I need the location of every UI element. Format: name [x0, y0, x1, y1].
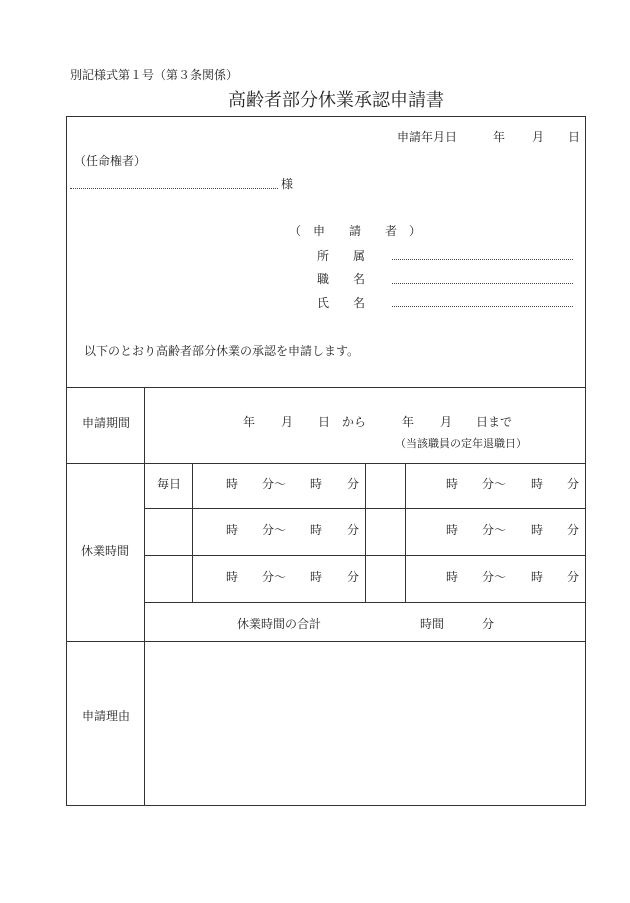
r2-left-hour-from: 時 — [226, 523, 239, 537]
leave-col-divider-2 — [365, 463, 366, 602]
application-day: 日 — [568, 130, 581, 144]
period-label: 申請期間 — [82, 416, 131, 430]
label-column-divider — [144, 387, 145, 806]
r2-right-hour-from: 時 — [446, 523, 459, 537]
r1-right-hour-to: 時 — [531, 477, 544, 491]
r1-left-hour-from: 時 — [226, 477, 239, 491]
daily-label: 毎日 — [157, 477, 182, 491]
r1-left-minute-to: 分 — [347, 477, 360, 491]
r2-left-minute-from: 分～ — [262, 523, 287, 537]
r1-right-minute-to: 分 — [567, 477, 580, 491]
affiliation-field[interactable] — [392, 259, 573, 260]
total-leave-time-label: 休業時間の合計 — [237, 617, 322, 631]
r2-right-minute-to: 分 — [567, 523, 580, 537]
period-from-day: 日 — [318, 415, 331, 429]
leave-col-divider-3 — [405, 463, 406, 602]
r2-left-hour-to: 時 — [310, 523, 323, 537]
period-from-year: 年 — [243, 415, 256, 429]
affiliation-label: 所 属 — [317, 249, 366, 263]
r3-left-hour-from: 時 — [226, 570, 239, 584]
r1-left-minute-from: 分～ — [262, 477, 287, 491]
leave-col-divider-1 — [192, 463, 193, 602]
period-from-suffix: から — [342, 415, 367, 429]
r3-left-hour-to: 時 — [310, 570, 323, 584]
r2-left-minute-to: 分 — [347, 523, 360, 537]
period-note: （当該職員の定年退職日） — [395, 437, 527, 450]
period-to-month: 月 — [440, 415, 453, 429]
reason-label: 申請理由 — [82, 709, 131, 723]
period-from-month: 月 — [281, 415, 294, 429]
applicant-heading: （ 申 請 者 ） — [289, 224, 422, 238]
position-label: 職 名 — [317, 272, 366, 286]
period-to-year: 年 — [402, 415, 415, 429]
r3-right-minute-from: 分～ — [482, 570, 507, 584]
r1-right-minute-from: 分～ — [482, 477, 507, 491]
r3-right-minute-to: 分 — [567, 570, 580, 584]
form-reference: 別記様式第１号（第３条関係） — [70, 68, 239, 82]
total-hours-unit: 時間 — [420, 617, 445, 631]
r2-right-hour-to: 時 — [531, 523, 544, 537]
r3-left-minute-to: 分 — [347, 570, 360, 584]
sama-suffix: 様 — [281, 177, 294, 191]
name-label: 氏 名 — [317, 296, 366, 310]
authority-label: （任命権者） — [74, 154, 147, 168]
leave-row-divider-3 — [144, 602, 586, 603]
r3-right-hour-to: 時 — [531, 570, 544, 584]
authority-name-field[interactable] — [70, 188, 278, 189]
application-statement: 以下のとおり高齢者部分休業の承認を申請します。 — [84, 344, 360, 358]
r3-left-minute-from: 分～ — [262, 570, 287, 584]
application-month: 月 — [532, 130, 545, 144]
r3-right-hour-from: 時 — [446, 570, 459, 584]
position-field[interactable] — [392, 283, 573, 284]
form-title: 高齢者部分休業承認申請書 — [228, 90, 444, 111]
r2-right-minute-from: 分～ — [482, 523, 507, 537]
reason-field[interactable] — [146, 643, 584, 804]
r1-right-hour-from: 時 — [446, 477, 459, 491]
period-to-day: 日まで — [476, 415, 513, 429]
application-date-label: 申請年月日 — [397, 130, 458, 144]
application-year: 年 — [493, 130, 506, 144]
name-field[interactable] — [392, 306, 573, 307]
r1-left-hour-to: 時 — [310, 477, 323, 491]
leave-time-label: 休業時間 — [81, 544, 130, 558]
total-minutes-unit: 分 — [482, 617, 495, 631]
